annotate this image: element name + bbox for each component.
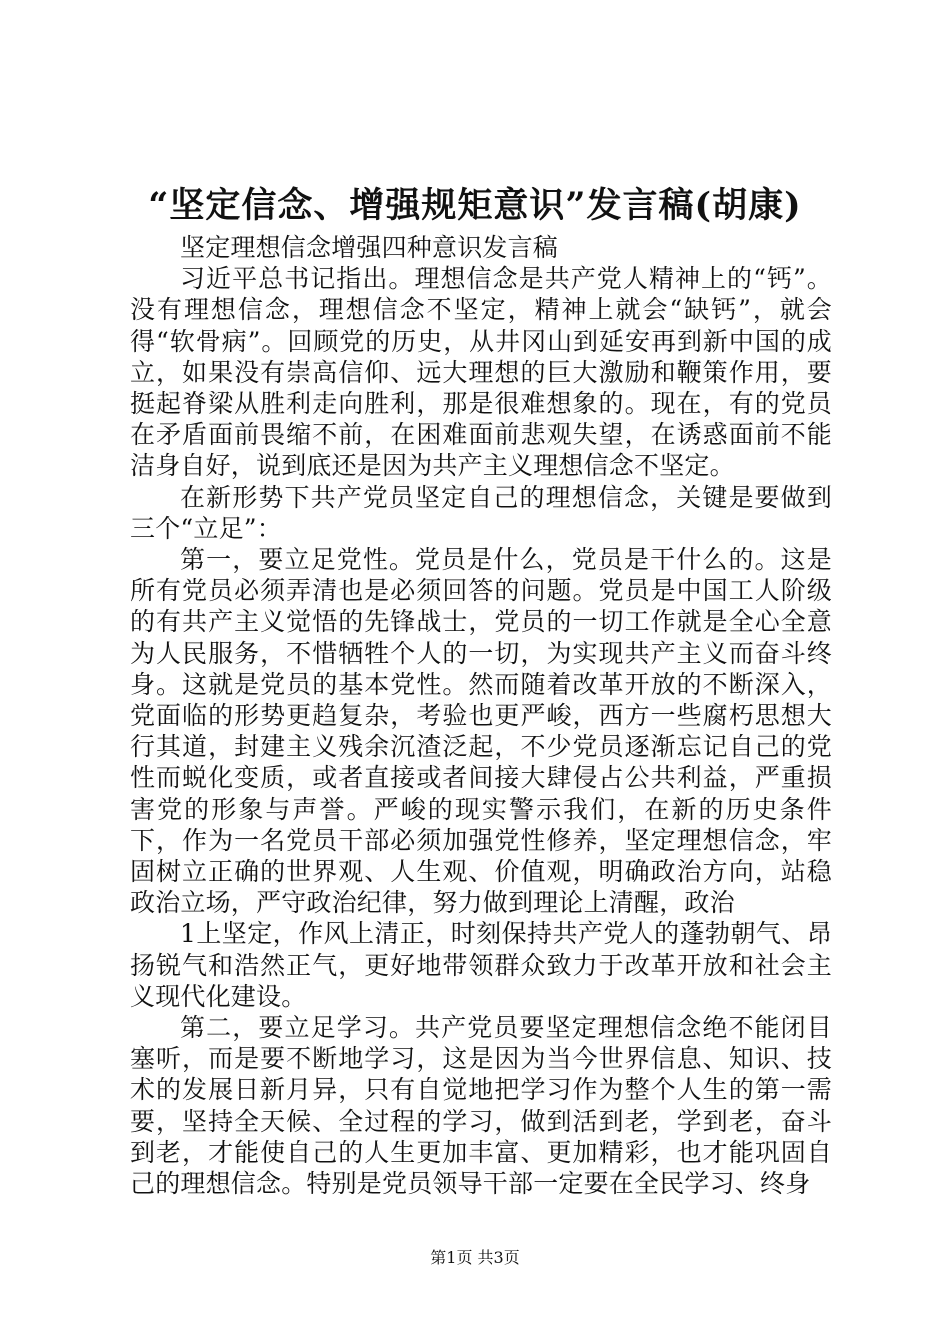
body-paragraph: 第一，要立足党性。党员是什么，党员是干什么的。这是所有党员必须弄清也是必须回答的问题。党员是中国工人阶级的有共产主义觉悟的先锋战士，党员的一切工作就是全心全意为人民服务，不惜牺牲个人的一切，为实现共产主义而奋斗终身。这就是党员的基本党性。然而随着改革开放的不断深入，党面临的形势更趋复杂，考验也更严峻，西方一些腐朽思想大行其道，封建主义残余沉渣泛起，不少党员逐渐忘记自己的党性而蜕化变质，或者直接或者间接大肆侵占公共利益，严重损害党的形象与声誉。严峻的现实警示我们，在新的历史条件下，作为一名党员干部必须加强党性修养，坚定理想信念，牢固树立正确的世界观、人生观、价值观，明确政治方向，站稳政治立场，严守政治纪律，努力做到理论上清醒，政治 <box>130 545 832 918</box>
page-number-footer: 第1页 共3页 <box>430 1248 520 1267</box>
document-title: “坚定信念、增强规矩意识”发言稿(胡康) <box>148 185 802 226</box>
body-paragraph: 第二，要立足学习。共产党员要坚定理想信念绝不能闭目塞听，而是要不断地学习，这是因为当今世界信息、知识、技术的发展日新月异，只有自觉地把学习作为整个人生的第一需要，坚持全天候、全过程的学习，做到活到老，学到老，奋斗到老，才能使自己的人生更加丰富、更加精彩，也才能巩固自己的理想信念。特别是党员领导干部一定要在全民学习、终身 <box>130 1013 832 1199</box>
body-paragraph: 1上坚定，作风上清正，时刻保持共产党人的蓬勃朝气、昂扬锐气和浩然正气，更好地带领群众致力于改革开放和社会主义现代化建设。 <box>130 919 832 1011</box>
body-paragraph: 在新形势下共产党员坚定自己的理想信念，关键是要做到三个“立足”： <box>130 482 832 543</box>
subtitle-paragraph: 坚定理想信念增强四种意识发言稿 <box>180 233 559 262</box>
body-paragraph: 习近平总书记指出。理想信念是共产党人精神上的“钙”。没有理想信念，理想信念不坚定，精神上就会“缺钙”，就会得“软骨病”。回顾党的历史，从井冈山到延安再到新中国的成立，如果没有崇高信仰、远大理想的巨大激励和鞭策作用，要挺起脊梁从胜利走向胜利，那是很难想象的。现在，有的党员在矛盾面前畏缩不前，在困难面前悲观失望，在诱惑面前不能洁身自好，说到底还是因为共产主义理想信念不坚定。 <box>130 264 832 481</box>
document-body <box>130 232 832 1199</box>
